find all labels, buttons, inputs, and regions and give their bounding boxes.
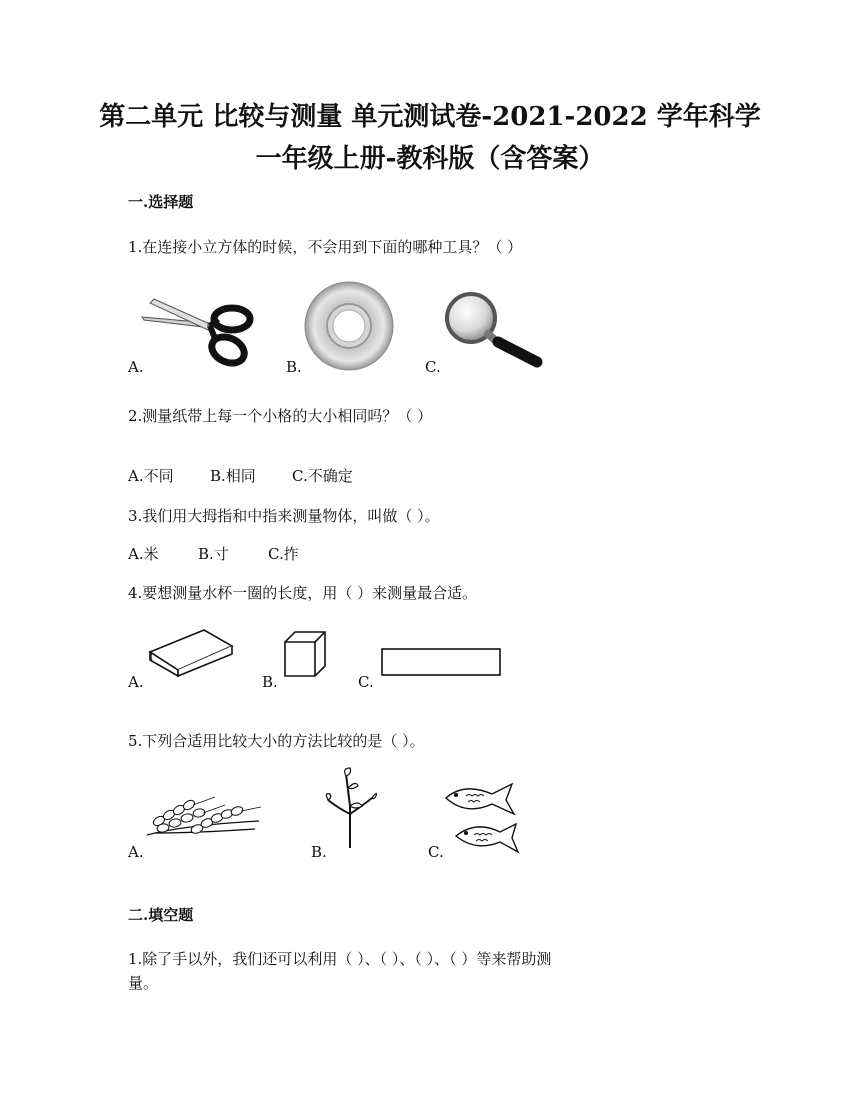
q5-option-b[interactable]: B. [311, 843, 327, 861]
magnifying-glass-icon [443, 292, 543, 368]
q4-option-a[interactable]: A. [128, 673, 144, 691]
tape-roll-icon [303, 280, 395, 372]
question-3-text: 3.我们用大拇指和中指来测量物体，叫做（ ）。 [128, 507, 440, 525]
question-2-text: 2.测量纸带上每一个小格的大小相同吗？（ ） [128, 407, 433, 425]
scissors-icon [140, 295, 255, 370]
q2-option-b[interactable]: B.相同 [210, 467, 256, 485]
plant-sprout-icon [322, 766, 380, 850]
q4-option-b[interactable]: B. [262, 673, 278, 691]
q2-option-a[interactable]: A.不同 [128, 467, 174, 485]
q3-option-a[interactable]: A.米 [128, 545, 159, 563]
q2-option-c[interactable]: C.不确定 [292, 467, 353, 485]
eraser-icon [146, 626, 236, 678]
q1-option-c[interactable]: C. [425, 358, 441, 376]
paper-strip-icon [381, 648, 503, 678]
section-heading-fill-blank: 二.填空题 [128, 906, 194, 924]
question-4-text: 4.要想测量水杯一圈的长度，用（ ）来测量最合适。 [128, 584, 478, 602]
q5-option-c[interactable]: C. [428, 843, 444, 861]
page-title-line-2: 一年级上册-教科版（含答案） [255, 144, 605, 174]
question-1-text: 1.在连接小立方体的时候，不会用到下面的哪种工具？（ ） [128, 238, 523, 256]
q1-option-b[interactable]: B. [286, 358, 302, 376]
fish-icon [442, 780, 520, 860]
question-5-text: 5.下列合适用比较大小的方法比较的是（ ）。 [128, 732, 425, 750]
fill-question-1-line-2: 量。 [128, 974, 159, 992]
section-heading-choice: 一.选择题 [128, 193, 194, 211]
wheat-icon [145, 795, 263, 839]
page-title-line-1: 第二单元 比较与测量 单元测试卷-2021-2022 学年科学 [99, 102, 761, 132]
q4-option-c[interactable]: C. [358, 673, 374, 691]
q5-option-a[interactable]: A. [128, 843, 144, 861]
q1-option-a[interactable]: A. [128, 358, 144, 376]
q3-option-b[interactable]: B.寸 [198, 545, 229, 563]
cube-icon [283, 630, 327, 678]
fill-question-1-line-1: 1.除了手以外，我们还可以利用（ ）、（ ）、（ ）、（ ）等来帮助测 [128, 950, 552, 968]
q3-option-c[interactable]: C.拃 [268, 545, 299, 563]
